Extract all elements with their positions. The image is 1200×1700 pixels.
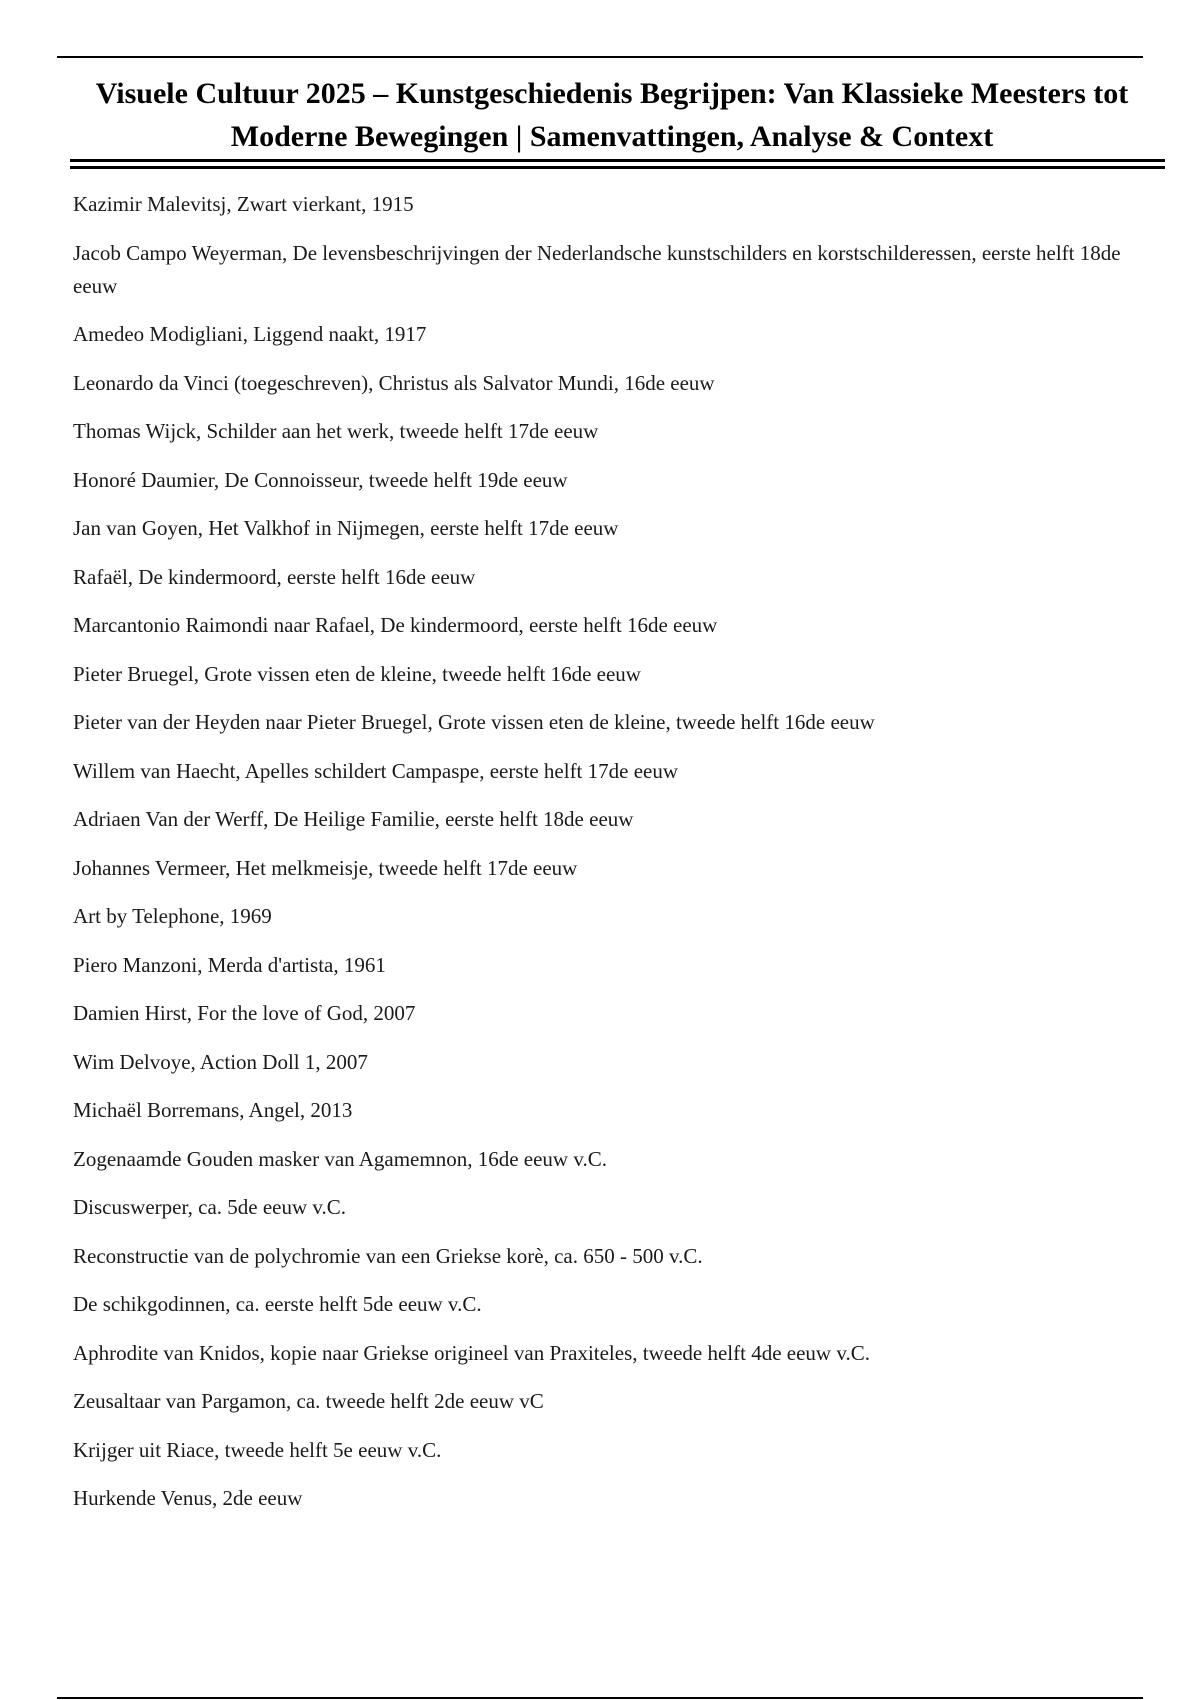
list-item: Adriaen Van der Werff, De Heilige Familie, eerste helft 18de eeuw bbox=[73, 807, 634, 831]
list-item: Leonardo da Vinci (toegeschreven), Christus als Salvator Mundi, 16de eeuw bbox=[73, 370, 715, 395]
list-item: Zogenaamde Gouden masker van Agamemnon, 16de eeuw v.C. bbox=[73, 1146, 607, 1171]
list-item: Aphrodite van Knidos, kopie naar Griekse origineel van Praxiteles, tweede helft 4de eeuw v.C. bbox=[73, 1340, 870, 1365]
list-item: Discuswerper, ca. 5de eeuw v.C. bbox=[73, 1195, 347, 1219]
list-item: Johannes Vermeer, Het melkmeisje, tweede helft 17de eeuw bbox=[73, 855, 578, 880]
list-item: Reconstructie van de polychromie van een Griekse korè, ca. 650 - 500 v.C. bbox=[73, 1243, 703, 1268]
list-item: Wim Delvoye, Action Doll 1, 2007 bbox=[73, 1049, 368, 1074]
list-item: Marcantonio Raimondi naar Rafael, De kindermoord, eerste helft 16de eeuw bbox=[73, 613, 718, 637]
list-item: Thomas Wijck, Schilder aan het werk, tweede helft 17de eeuw bbox=[73, 419, 599, 443]
list-item: Honoré Daumier, De Connoisseur, tweede helft 19de eeuw bbox=[73, 467, 568, 492]
title-double-rule-lower bbox=[70, 166, 1165, 169]
list-item: Rafaël, De kindermoord, eerste helft 16de eeuw bbox=[73, 564, 476, 589]
list-item: Jacob Campo Weyerman, De levensbeschrijvingen der Nederlandsche kunstschilders en korstschilderessen, eerste helft 18de eeuw bbox=[73, 240, 1121, 298]
list-item: Amedeo Modigliani, Liggend naakt, 1917 bbox=[73, 322, 427, 346]
list-item: Damien Hirst, For the love of God, 2007 bbox=[73, 1001, 416, 1025]
list-item: Jan van Goyen, Het Valkhof in Nijmegen, eerste helft 17de eeuw bbox=[73, 516, 619, 540]
top-divider bbox=[57, 56, 1143, 58]
list-item: Michaël Borremans, Angel, 2013 bbox=[73, 1098, 353, 1122]
list-item: Pieter Bruegel, Grote vissen eten de kleine, tweede helft 16de eeuw bbox=[73, 661, 641, 686]
list-item: Hurkende Venus, 2de eeuw bbox=[73, 1486, 303, 1510]
list-item: De schikgodinnen, ca. eerste helft 5de eeuw v.C. bbox=[73, 1292, 482, 1316]
list-item: Zeusaltaar van Pargamon, ca. tweede helft 2de eeuw vC bbox=[73, 1389, 544, 1413]
list-item: Pieter van der Heyden naar Pieter Bruegel, Grote vissen eten de kleine, tweede helft 16de eeuw bbox=[73, 710, 875, 734]
list-item: Art by Telephone, 1969 bbox=[73, 904, 272, 928]
bottom-divider bbox=[57, 1697, 1143, 1699]
document-title: Visuele Cultuur 2025 – Kunstgeschiedenis Begrijpen: Van Klassieke Meesters tot Moderne Bewegingen | Samenvattingen, Analyse & Context bbox=[95, 77, 1129, 153]
title-double-rule-upper bbox=[70, 159, 1165, 162]
list-item: Piero Manzoni, Merda d'artista, 1961 bbox=[73, 952, 386, 977]
list-item: Krijger uit Riace, tweede helft 5e eeuw v.C. bbox=[73, 1437, 442, 1462]
list-item: Kazimir Malevitsj, Zwart vierkant, 1915 bbox=[73, 192, 414, 216]
artwork-list bbox=[73, 188, 1148, 1531]
list-item: Willem van Haecht, Apelles schildert Campaspe, eerste helft 17de eeuw bbox=[73, 758, 679, 783]
